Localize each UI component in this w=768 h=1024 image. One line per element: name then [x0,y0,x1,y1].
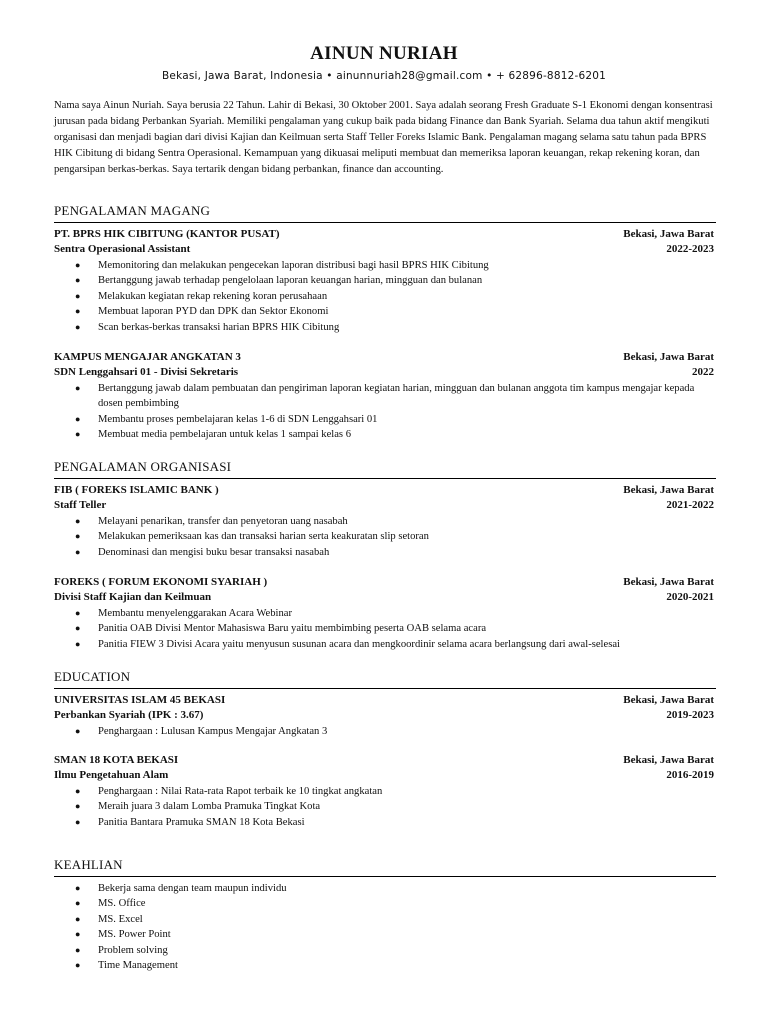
list-item: ● Melakukan kegiatan rekap rekening koran perusahaan [54,289,714,304]
entry-role: SDN Lenggahsari 01 - Divisi Sekretaris [54,366,239,378]
entry-header [54,754,714,769]
entry-period: 2021-2022 [666,499,714,511]
entry-bullets [54,606,714,652]
entry-header [54,228,714,243]
entry-role: Divisi Staff Kajian dan Keilmuan [54,591,212,603]
list-item: ● Membuat laporan PYD dan DPK dan Sektor Ekonomi [54,304,714,319]
entry-period: 2022-2023 [666,243,714,255]
list-item: ● MS. Excel [54,912,714,927]
entry-location: Bekasi, Jawa Barat [623,576,714,588]
list-item: ● Panitia OAB Divisi Mentor Mahasiswa Baru yaitu membimbing peserta OAB selama acara [54,621,714,636]
list-item: ● Panitia Bantara Pramuka SMAN 18 Kota Bekasi [54,815,714,830]
list-item: ● Bekerja sama dengan team maupun individu [54,881,714,896]
entry-org: SMAN 18 KOTA BEKASI [54,754,179,766]
list-item: ● Time Management [54,958,714,973]
entry-location: Bekasi, Jawa Barat [623,754,714,766]
section-divider [54,222,716,223]
section-title-education: EDUCATION [54,669,131,684]
list-item: ● Penghargaan : Lulusan Kampus Mengajar Angkatan 3 [54,724,714,739]
entry-education-1 [54,694,714,739]
contact-line: Bekasi, Jawa Barat, Indonesia • ainunnuriah28@gmail.com • + 62896-8812-6201 [162,70,606,82]
entry-header [54,484,714,499]
entry-bullets [54,514,714,560]
skills-list [54,881,714,973]
entry-subheader [54,366,714,381]
skills-bullets [54,881,714,973]
entry-subheader [54,709,714,724]
entry-location: Bekasi, Jawa Barat [623,351,714,363]
entry-org: KAMPUS MENGAJAR ANGKATAN 3 [54,351,241,363]
entry-org: FIB ( FOREKS ISLAMIC BANK ) [54,484,219,496]
entry-role: Staff Teller [54,499,107,511]
list-item: ● Melakukan pemeriksaan kas dan transaksi harian serta keakuratan slip setoran [54,529,714,544]
entry-bullets [54,258,714,335]
list-item: ● Melayani penarikan, transfer dan penyetoran uang nasabah [54,514,714,529]
section-title-keahlian: KEAHLIAN [54,857,123,872]
entry-role: Sentra Operasional Assistant [54,243,191,255]
entry-header [54,694,714,709]
entry-location: Bekasi, Jawa Barat [623,228,714,240]
list-item: ● MS. Power Point [54,927,714,942]
list-item: ● Meraih juara 3 dalam Lomba Pramuka Tingkat Kota [54,799,714,814]
entry-header [54,351,714,366]
list-item: ● Bertanggung jawab dalam pembuatan dan pengiriman laporan kegiatan harian, mingguan dan bulanan anggota tim kampus mengajar kepada dosen pembimbing [54,381,714,412]
entry-org: FOREKS ( FORUM EKONOMI SYARIAH ) [54,576,268,588]
section-title-magang: PENGALAMAN MAGANG [54,203,211,218]
list-item: ● Penghargaan : Nilai Rata-rata Rapot terbaik ke 10 tingkat angkatan [54,784,714,799]
list-item: ● Panitia FIEW 3 Divisi Acara yaitu menyusun susunan acara dan mengkoordinir selama acara berlangsung dari awal-selesai [54,637,714,652]
list-item: ● Scan berkas-berkas transaksi harian BPRS HIK Cibitung [54,320,714,335]
entry-organisasi-2 [54,576,714,652]
section-title-organisasi: PENGALAMAN ORGANISASI [54,459,232,474]
entry-header [54,576,714,591]
entry-organisasi-1 [54,484,714,560]
entry-role: Perbankan Syariah (IPK : 3.67) [54,709,204,721]
entry-bullets [54,784,714,830]
entry-education-2 [54,754,714,830]
entry-bullets [54,724,714,739]
entry-period: 2016-2019 [666,769,714,781]
entry-bullets [54,381,714,443]
list-item: ● Problem solving [54,943,714,958]
entry-magang-1 [54,228,714,335]
entry-org: UNIVERSITAS ISLAM 45 BEKASI [54,694,226,706]
candidate-name: AINUN NURIAH [310,43,458,64]
entry-period: 2022 [692,366,714,378]
list-item: ● MS. Office [54,896,714,911]
list-item: ● Denominasi dan mengisi buku besar transaksi nasabah [54,545,714,560]
list-item: ● Membuat media pembelajaran untuk kelas 1 sampai kelas 6 [54,427,714,442]
list-item: ● Membantu menyelenggarakan Acara Webinar [54,606,714,621]
entry-magang-2 [54,351,714,443]
section-divider [54,688,716,689]
entry-role: Ilmu Pengetahuan Alam [54,769,169,781]
section-divider [54,876,716,877]
entry-subheader [54,499,714,514]
entry-subheader [54,243,714,258]
entry-period: 2020-2021 [666,591,714,603]
entry-org: PT. BPRS HIK CIBITUNG (KANTOR PUSAT) [54,228,280,240]
entry-subheader [54,591,714,606]
profile-summary: Nama saya Ainun Nuriah. Saya berusia 22 Tahun. Lahir di Bekasi, 30 Oktober 2001. Saya adalah seorang Fresh Graduate S-1 Ekonomi dengan konsentrasi jurusan pada bidang Perbankan Syariah. Memiliki pengalaman yang cukup baik pada bidang Finance dan Bank Syariah. Selama dua tahun aktif mengikuti organisasi dan menjadi bagian dari divisi Kajian dan Keilmuan serta Staff Teller Foreks Islamic Bank. Pengalaman magang selama satu tahun pada BPRS HIK Cibitung di bidang Sentra Operasional. Kemampuan yang dikuasai meliputi membuat dan memeriksa laporan keuangan, rekap rekening koran, dan pengarsipan berkas-berkas. Saya tertarik dengan bidang perbankan, finance dan accounting. [54,100,713,175]
entry-subheader [54,769,714,784]
list-item: ● Membantu proses pembelajaran kelas 1-6 di SDN Lenggahsari 01 [54,412,714,427]
list-item: ● Memonitoring dan melakukan pengecekan laporan distribusi bagi hasil BPRS HIK Cibitung [54,258,714,273]
section-divider [54,478,716,479]
list-item: ● Bertanggung jawab terhadap pengelolaan laporan keuangan harian, mingguan dan bulanan [54,273,714,288]
entry-location: Bekasi, Jawa Barat [623,484,714,496]
entry-location: Bekasi, Jawa Barat [623,694,714,706]
entry-period: 2019-2023 [666,709,714,721]
